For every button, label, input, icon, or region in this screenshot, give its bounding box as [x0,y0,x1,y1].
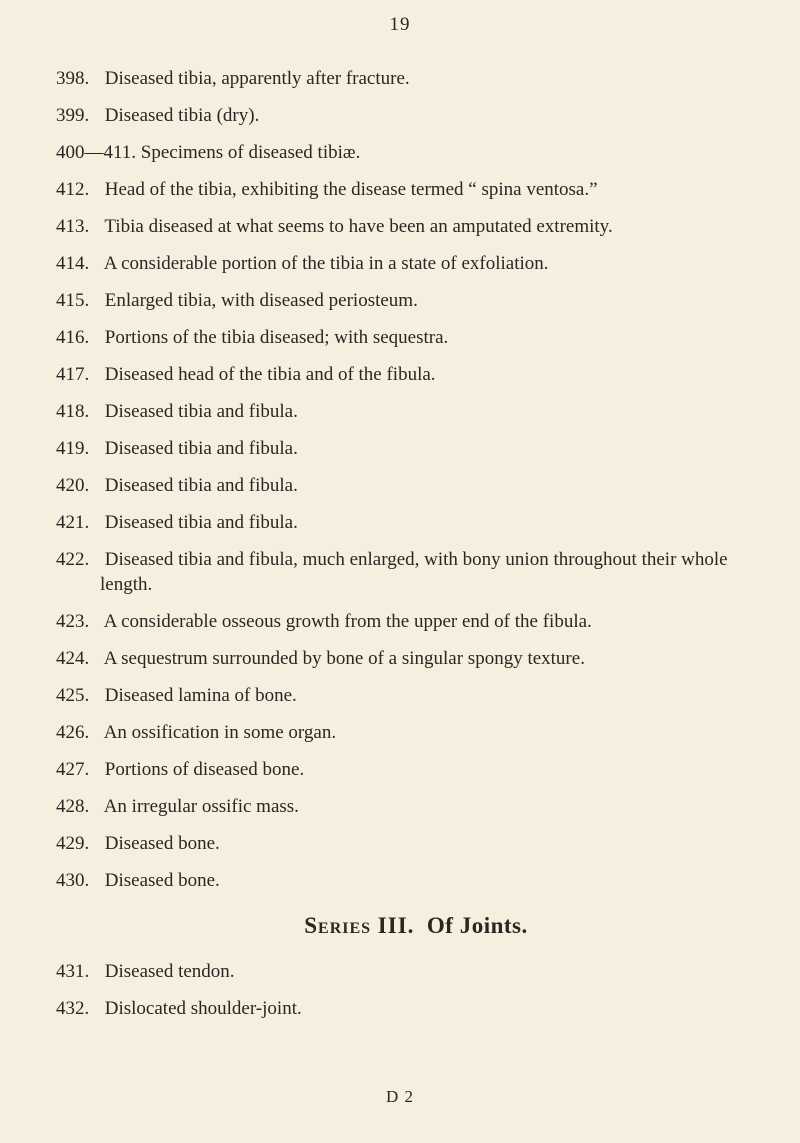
entry-number: 399. [56,105,90,126]
entry-number: 421. [56,512,90,533]
catalogue-entry [56,757,776,782]
entry-number: 430. [56,870,90,891]
entry-number: 415. [56,290,90,311]
entry-number: 427. [56,759,90,780]
catalogue-entry [56,103,776,128]
entry-text: An irregular ossific mass. [103,796,299,817]
catalogue-entry [56,996,776,1021]
entry-text: Diseased lamina of bone. [104,685,297,706]
series-title: Of Joints. [426,913,528,938]
entry-text: Diseased bone. [104,833,220,854]
entry-number: 412. [56,179,90,200]
entry-text: Diseased tibia and fibula. [104,512,298,533]
entry-number: 419. [56,438,90,459]
catalogue-entry [56,288,776,313]
entry-number: 432. [56,998,90,1019]
entry-text: Diseased tibia and fibula. [104,438,298,459]
entry-number: 428. [56,796,90,817]
entry-text: Diseased tendon. [104,961,235,982]
series-label: Series III. [304,913,415,938]
entry-text: An ossification in some organ. [103,722,337,743]
catalogue-entry [56,831,776,856]
catalogue-entry [56,547,776,597]
entry-number: 422. [56,549,90,570]
entry-number: 417. [56,364,90,385]
entry-text: Diseased tibia, apparently after fracture. [104,68,410,89]
catalogue-list [56,66,776,1033]
entry-number: 398. [56,68,90,89]
entry-text: Portions of diseased bone. [104,759,305,780]
entry-number: 418. [56,401,90,422]
entry-text: Diseased tibia and fibula. [104,401,298,422]
catalogue-entry [56,399,776,424]
entry-text: Diseased tibia and fibula, much enlarged, with bony union throughout their whole length. [100,549,728,595]
page-number: 19 [389,14,411,35]
catalogue-entry [56,325,776,350]
catalogue-entry [56,140,776,165]
catalogue-entry [56,794,776,819]
entry-text: A sequestrum surrounded by bone of a singular spongy texture. [103,648,585,669]
entry-number: 413. [56,216,90,237]
entry-text: Head of the tibia, exhibiting the disease termed “ spina ventosa.” [104,179,598,200]
entry-number: 424. [56,648,90,669]
entry-number: 416. [56,327,90,348]
entry-number: 431. [56,961,90,982]
entry-number: 420. [56,475,90,496]
catalogue-entry [56,646,776,671]
entry-number: 426. [56,722,90,743]
catalogue-entry [56,362,776,387]
catalogue-entry [56,66,776,91]
catalogue-entry [56,868,776,893]
entry-text: Diseased tibia and fibula. [104,475,298,496]
entry-text: A considerable portion of the tibia in a state of exfoliation. [103,253,549,274]
catalogue-entry [56,473,776,498]
catalogue-entry [56,959,776,984]
series-heading [56,913,776,939]
entry-text: Diseased bone. [104,870,220,891]
entry-text: A considerable osseous growth from the upper end of the fibula. [103,611,592,632]
catalogue-entry [56,720,776,745]
catalogue-entry [56,177,776,202]
catalogue-entry [56,510,776,535]
entry-number: 400—411. [56,142,137,163]
catalogue-entry [56,609,776,634]
entry-number: 414. [56,253,90,274]
entry-text: Enlarged tibia, with diseased periosteum. [104,290,418,311]
entry-text: Diseased head of the tibia and of the fibula. [104,364,436,385]
catalogue-entry [56,436,776,461]
entry-text: Tibia diseased at what seems to have been an amputated extremity. [104,216,613,237]
entry-text: Dislocated shoulder-joint. [104,998,302,1019]
entry-number: 423. [56,611,90,632]
entry-number: 425. [56,685,90,706]
entry-text: Specimens of diseased tibiæ. [140,142,361,163]
catalogue-entry [56,251,776,276]
catalogue-entry [56,214,776,239]
entry-text: Portions of the tibia diseased; with sequestra. [104,327,449,348]
signature-mark: D 2 [385,1087,415,1106]
catalogue-entry [56,683,776,708]
entry-text: Diseased tibia (dry). [104,105,260,126]
entry-number: 429. [56,833,90,854]
